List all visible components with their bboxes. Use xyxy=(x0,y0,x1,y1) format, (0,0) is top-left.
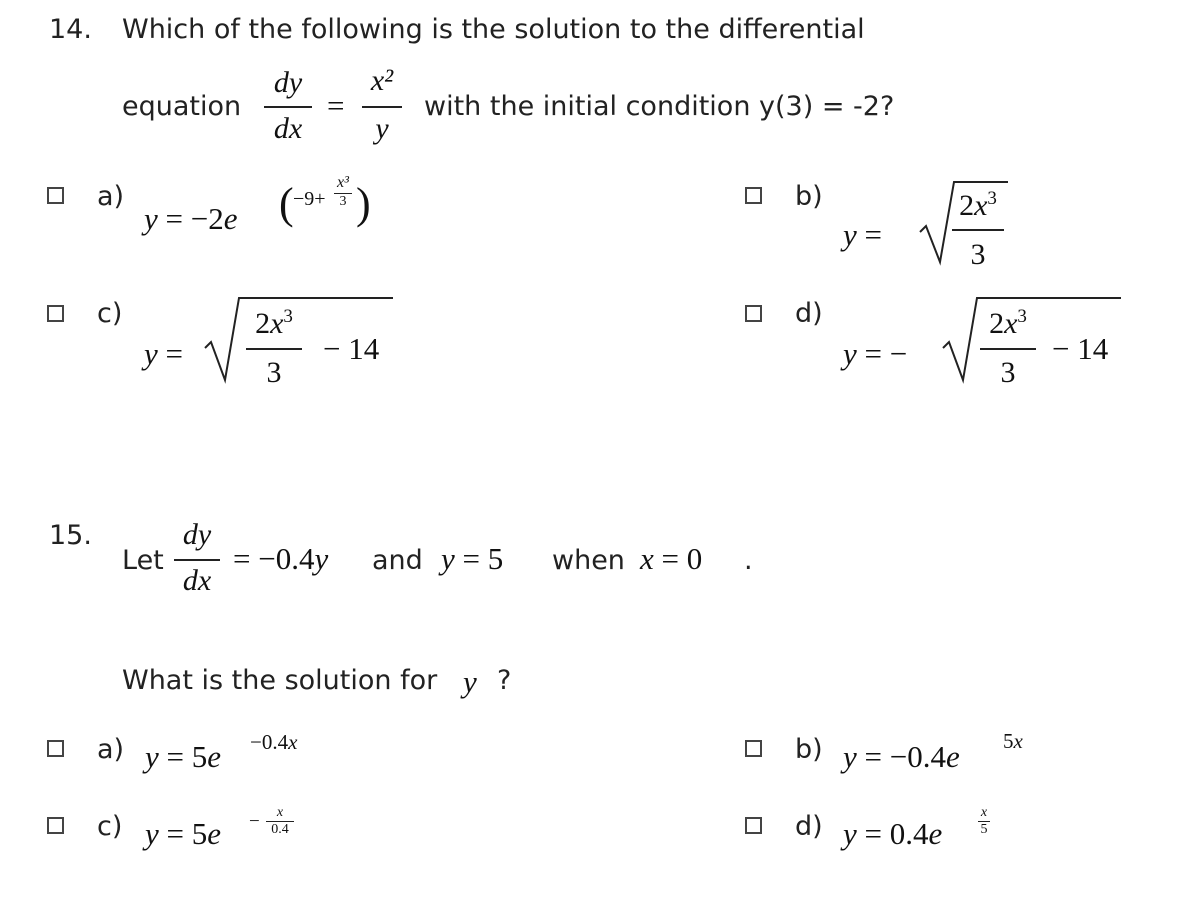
option-b-exponent: 5x xyxy=(1003,729,1023,753)
option-b-label: b) xyxy=(795,181,823,212)
option-b-frac-num: $2x^3$ xyxy=(959,188,997,222)
option-c-exp-sign: − xyxy=(249,811,260,832)
q15-question-var: y xyxy=(463,664,477,699)
q15-question-text: What is the solution for xyxy=(122,665,438,696)
option-a-math: y = 5e xyxy=(145,739,222,774)
q15-condition: y = 5 xyxy=(441,541,504,576)
option-c-exp-den: 0.4 xyxy=(271,822,289,837)
option-c-frac-den: 3 xyxy=(266,356,282,389)
option-c-checkbox[interactable] xyxy=(47,817,64,834)
option-a-exp-paren-open: ( xyxy=(279,179,294,228)
option-b-lhs: y = xyxy=(843,217,882,252)
option-d-label: d) xyxy=(795,811,823,842)
question-number: 14. xyxy=(49,14,92,45)
option-c-lhs: y = xyxy=(144,336,183,371)
option-d-checkbox[interactable] xyxy=(745,817,762,834)
q15-condition-x: x = 0 xyxy=(640,541,703,576)
fraction-bar xyxy=(980,348,1036,350)
option-a-label: a) xyxy=(97,734,125,765)
q15-question-mark: ? xyxy=(497,665,512,696)
option-c-math: y = 5e xyxy=(145,816,222,851)
option-a-exp-frac-den: 3 xyxy=(339,194,347,209)
option-a-exp: −9+ xyxy=(293,188,326,210)
q15-and: and xyxy=(372,545,423,576)
option-c-checkbox[interactable] xyxy=(47,305,64,322)
fraction-bar xyxy=(362,106,402,108)
question-text: Which of the following is the solution to the differential xyxy=(122,14,865,45)
option-c-tail: − 14 xyxy=(323,331,380,366)
derivative-denominator: dx xyxy=(182,564,212,597)
option-b-checkbox[interactable] xyxy=(745,740,762,757)
option-c-label: c) xyxy=(97,298,123,329)
fraction-bar xyxy=(952,229,1004,231)
fraction-bar xyxy=(246,348,302,350)
option-c-exp-num: x xyxy=(276,805,284,820)
option-a-label: a) xyxy=(97,181,125,212)
option-b-math: y = −0.4e xyxy=(843,739,960,774)
option-c-frac-num: $2x^3$ xyxy=(255,306,293,340)
equals-sign: = xyxy=(327,88,345,123)
option-d-frac-den: 3 xyxy=(1000,356,1016,389)
rhs-numerator: x² xyxy=(370,64,394,97)
question-number: 15. xyxy=(49,520,92,551)
option-b-label: b) xyxy=(795,734,823,765)
fraction-bar xyxy=(264,106,312,108)
option-c-label: c) xyxy=(97,811,123,842)
derivative-numerator: dy xyxy=(273,66,303,99)
option-d-label: d) xyxy=(795,298,823,329)
question-text-equation: equation xyxy=(122,91,242,122)
option-d-lhs: y = − xyxy=(843,336,908,371)
fraction-bar xyxy=(174,559,220,561)
question-let: Let xyxy=(122,545,164,576)
option-b-frac-den: 3 xyxy=(970,238,986,271)
q15-when: when xyxy=(552,545,625,576)
q15-rhs: = −0.4y xyxy=(233,541,329,576)
option-a-math: y = −2e xyxy=(144,201,238,236)
option-d-exp-num: x xyxy=(980,805,988,820)
q15-period: . xyxy=(744,545,753,576)
rhs-denominator: y xyxy=(375,112,389,145)
option-a-exponent: −0.4x xyxy=(250,730,298,754)
option-a-checkbox[interactable] xyxy=(47,740,64,757)
option-d-exp-den: 5 xyxy=(980,822,988,837)
option-a-exp-frac-num: x³ xyxy=(337,174,349,191)
option-d-math: y = 0.4e xyxy=(843,816,943,851)
option-b-checkbox[interactable] xyxy=(745,187,762,204)
option-d-checkbox[interactable] xyxy=(745,305,762,322)
derivative-numerator: dy xyxy=(182,518,212,551)
option-d-tail: − 14 xyxy=(1052,331,1109,366)
option-a-exp-paren-close: ) xyxy=(356,179,371,228)
option-a-checkbox[interactable] xyxy=(47,187,64,204)
derivative-denominator: dx xyxy=(273,112,303,145)
initial-condition-text: with the initial condition y(3) = -2? xyxy=(424,91,895,122)
option-d-frac-num: $2x^3$ xyxy=(989,306,1027,340)
